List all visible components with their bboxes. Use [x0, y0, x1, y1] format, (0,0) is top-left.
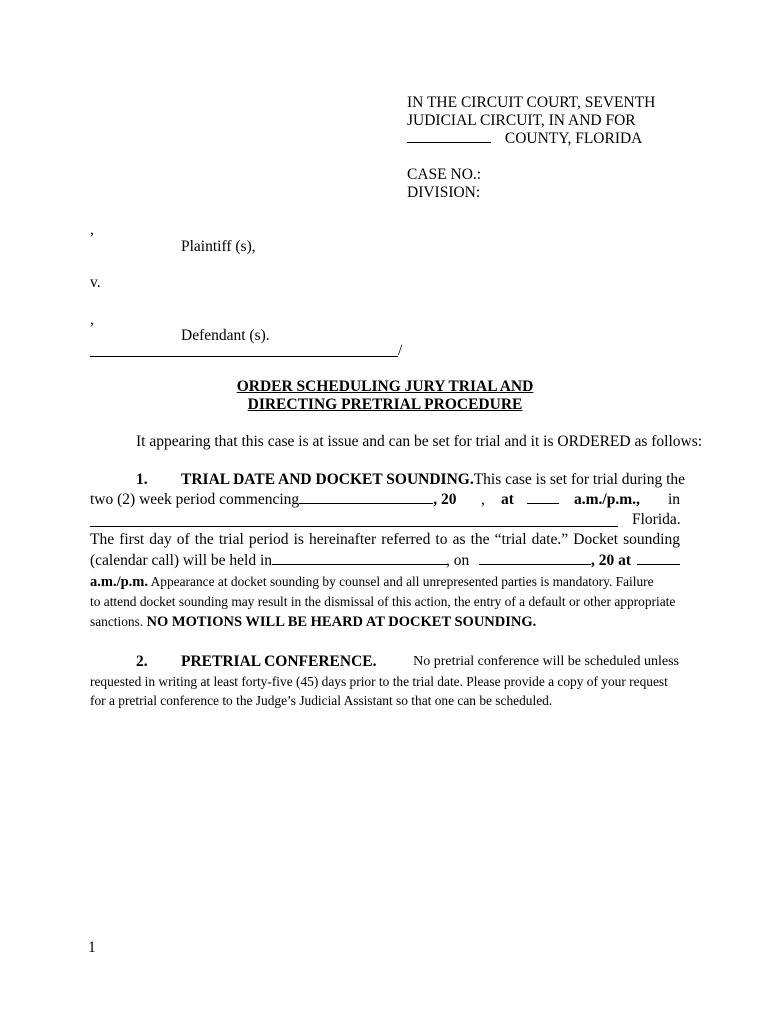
line8-sanctions: sanctions.	[90, 614, 144, 629]
order-title-part-a: ORDER SCHEDULING JURY TRIAL	[236, 378, 497, 395]
caption-separator-line	[90, 356, 398, 357]
line2-in: in	[668, 491, 681, 508]
order-title-part-b: AND	[499, 378, 534, 395]
line5-text-a: (calendar call) will be held in	[90, 552, 273, 569]
docket-date-blank[interactable]	[479, 551, 591, 565]
county-blank[interactable]	[407, 129, 491, 143]
line8-no-motions: NO MOTIONS WILL BE HEARD AT DOCKET SOUNDING.	[146, 614, 537, 630]
order-title-line-2: DIRECTING PRETRIAL PROCEDURE	[247, 396, 523, 413]
trial-time-blank[interactable]	[527, 490, 559, 504]
section-2-number	[136, 652, 148, 671]
plaintiff-label: Plaintiff (s),	[181, 238, 256, 255]
defendant-comma: ,	[90, 311, 94, 328]
section-1-florida: Florida.	[632, 511, 681, 528]
court-line-2: JUDICIAL CIRCUIT, IN AND FOR	[407, 112, 636, 129]
county-line	[407, 129, 642, 148]
line6-rest: Appearance at docket sounding by counsel and all unrepresented parties is mandatory. Failure	[150, 574, 654, 589]
section-1-number	[136, 470, 148, 489]
versus-label: v.	[90, 274, 101, 291]
section-2-num: 2.	[136, 653, 148, 670]
line6-ampm: a.m./p.m.	[90, 574, 148, 590]
court-line-1: IN THE CIRCUIT COURT, SEVENTH	[407, 94, 656, 111]
section-1-heading: TRIAL DATE AND DOCKET SOUNDING.	[181, 471, 474, 488]
section-1-num: 1.	[136, 471, 148, 488]
section-1-line-1	[181, 470, 686, 489]
line2-at: at	[501, 491, 514, 508]
section-2-line-1	[181, 652, 679, 671]
section-1-line-2	[90, 490, 680, 509]
section-1-line-8	[90, 612, 536, 632]
section-2-line-2: requested in writing at least forty-five (45) days prior to the trial date. Please provide a copy of your request	[90, 674, 668, 689]
page-number: 1	[88, 939, 96, 956]
intro-paragraph: It appearing that this case is at issue and can be set for trial and it is ORDERED as follows:	[136, 433, 703, 450]
defendant-label: Defendant (s).	[181, 327, 270, 344]
line5-year-at: , 20 at	[591, 552, 632, 569]
line2-text-a: two (2) week period commencing	[90, 491, 300, 508]
line5-on: , on	[446, 552, 470, 569]
order-title-line-1	[0, 378, 770, 396]
commencing-date-blank[interactable]	[299, 490, 433, 504]
section-1-line-5	[90, 551, 680, 570]
location-blank-line[interactable]	[90, 526, 618, 527]
section-1-line-6	[90, 572, 654, 592]
plaintiff-comma: ,	[90, 221, 94, 238]
docket-location-blank[interactable]	[272, 551, 448, 565]
docket-time-blank[interactable]	[637, 551, 680, 565]
line2-comma: ,	[481, 491, 485, 508]
section-2-line-3: for a pretrial conference to the Judge’s Judicial Assistant so that one can be scheduled.	[90, 693, 553, 708]
line2-year: , 20	[433, 491, 457, 508]
section-1-line-4: The first day of the trial period is hereinafter referred to as the “trial date.” Docket sounding	[90, 531, 680, 548]
division-label: DIVISION:	[407, 184, 481, 201]
line2-ampm: a.m./p.m.,	[574, 491, 640, 508]
county-suffix: COUNTY, FLORIDA	[504, 130, 643, 147]
section-2-heading: PRETRIAL CONFERENCE.	[181, 653, 377, 670]
section-2-line-1-rest: No pretrial conference will be scheduled unless	[413, 654, 679, 669]
case-no-label: CASE NO.:	[407, 166, 482, 183]
section-1-line-7: to attend docket sounding may result in the dismissal of this action, the entry of a default or other appropriate	[90, 594, 676, 609]
caption-slash: /	[398, 342, 403, 359]
section-1-line-1-rest: This case is set for trial during the	[473, 471, 686, 488]
